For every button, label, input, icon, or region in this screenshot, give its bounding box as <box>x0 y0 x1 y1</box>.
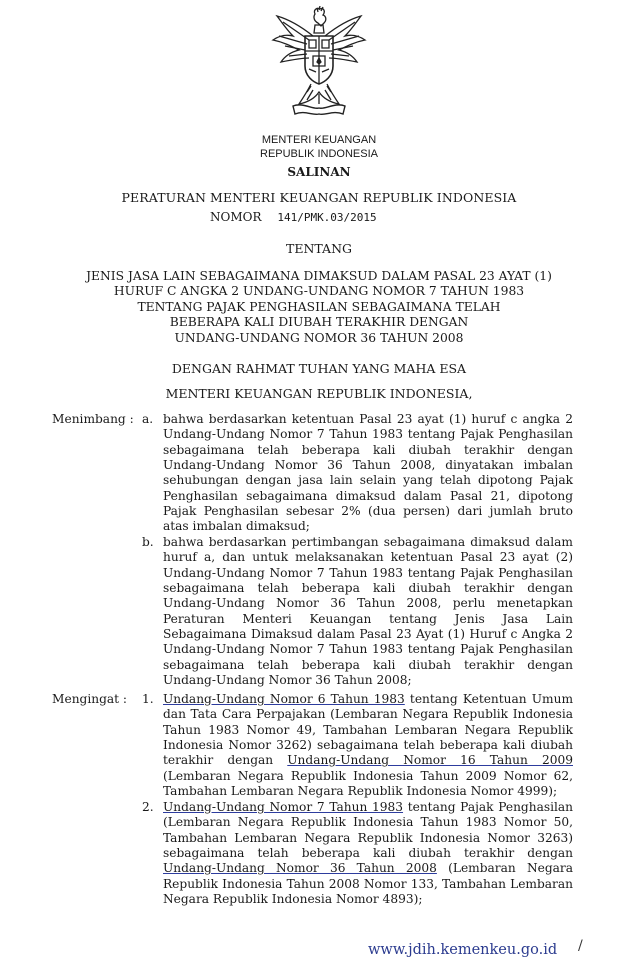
menimbang-clause-b: bahwa berdasarkan pertimbangan sebagaimana dimaksud dalam huruf a, dan untuk melaksanakan ketentuan Pasal 23 ayat (2) Undang-Undang Nomor 7 Tahun 1983 tentang Pajak Penghasilan sebagaimana telah beberapa kali diubah terakhir dengan Undang-Undang Nomor 36 Tahun 2008, perlu menetapkan Peraturan Menteri Keuangan tentang Jenis Jasa Lain Sebagaimana Dimaksud dalam Pasal 23 Ayat (1) Huruf c Angka 2 Undang-Undang Nomor 7 Tahun 1983 tentang Pajak Penghasilan sebagaimana telah beberapa kali diubah terakhir dengan Undang-Undang Nomor 36 Tahun 2008; <box>163 535 573 688</box>
clause-text: tentang Pajak Penghasilan (Lembaran Negara Republik Indonesia Tahun 1983 Nomor 50, Tambahan Lembaran Negara Republik Indonesia Nomor 3263) sebagaimana telah beberapa kali diubah terakhir dengan <box>163 800 574 861</box>
garuda-emblem-icon <box>269 6 369 118</box>
mengingat-clause-1 <box>163 692 573 799</box>
minister-line-1: MENTERI KEUANGAN <box>261 134 377 146</box>
source-url-link[interactable]: www.jdih.kemenkeu.go.id <box>368 942 558 958</box>
page-mark: / <box>578 938 583 954</box>
clause-text: tentang Ketentuan Umum dan Tata Cara Perpajakan (Lembaran Negara Republik Indonesia Tahun 1983 Nomor 49, Tambahan Lembaran Negara Republik Indonesia Nomor 3262) sebagaimana telah beberapa kali diubah terakhir dengan <box>163 692 573 768</box>
clause-marker: 2. <box>142 800 154 814</box>
menteri-line: MENTERI KEUANGAN REPUBLIK INDONESIA, <box>165 386 473 401</box>
regulation-title: PERATURAN MENTERI KEUANGAN REPUBLIK INDONESIA <box>121 190 517 205</box>
regulation-number <box>210 210 377 224</box>
mengingat-clause-2 <box>163 800 573 907</box>
minister-heading <box>0 133 638 161</box>
menimbang-clause-a: bahwa berdasarkan ketentuan Pasal 23 ayat (1) huruf c angka 2 Undang-Undang Nomor 7 Tahun 1983 tentang Pajak Penghasilan sebagaimana telah beberapa kali diubah terakhir dengan Undang-Undang Nomor 36 Tahun 2008, dinyatakan imbalan sehubungan dengan jasa lain selain yang telah dipotong Pajak Penghasilan sebagaimana dimaksud dalam Pasal 21, dipotong Pajak Penghasilan sebesar 2% (dua persen) dari jumlah bruto atas imbalan dimaksud; <box>163 412 573 534</box>
rahmat-line: DENGAN RAHMAT TUHAN YANG MAHA ESA <box>171 361 467 376</box>
menimbang-label: Menimbang : <box>52 412 134 426</box>
clause-marker: a. <box>142 412 154 426</box>
subject-line: TENTANG PAJAK PENGHASILAN SEBAGAIMANA TELAH <box>137 299 501 314</box>
clause-marker: b. <box>142 535 154 549</box>
clause-text: (Lembaran Negara Republik Indonesia Tahun 2008 Nomor 133, Tambahan Lembaran Negara Republik Indonesia Nomor 4893); <box>163 861 573 907</box>
salinan-label: SALINAN <box>287 165 351 179</box>
law-link[interactable]: Undang-Undang Nomor 36 Tahun 2008 <box>163 861 437 876</box>
minister-line-2: REPUBLIK INDONESIA <box>260 148 378 160</box>
nomor-value: 141/PMK.03/2015 <box>277 211 377 224</box>
law-link[interactable]: Undang-Undang Nomor 7 Tahun 1983 <box>163 800 404 814</box>
regulation-subject <box>60 269 578 346</box>
tentang-label: TENTANG <box>285 241 352 256</box>
mengingat-label: Mengingat : <box>52 692 128 706</box>
nomor-label: NOMOR <box>210 210 262 224</box>
clause-text: (Lembaran Negara Republik Indonesia Tahun 2009 Nomor 62, Tambahan Lembaran Negara Republik Indonesia Nomor 4999); <box>163 768 573 799</box>
law-link[interactable]: Undang-Undang Nomor 16 Tahun 2009 <box>287 753 573 768</box>
law-link[interactable]: Undang-Undang Nomor 6 Tahun 1983 <box>163 692 405 706</box>
subject-line: BEBERAPA KALI DIUBAH TERAKHIR DENGAN <box>169 315 469 330</box>
subject-line: JENIS JASA LAIN SEBAGAIMANA DIMAKSUD DALAM PASAL 23 AYAT (1) <box>86 269 552 283</box>
subject-line: UNDANG-UNDANG NOMOR 36 TAHUN 2008 <box>174 330 464 345</box>
subject-line: HURUF C ANGKA 2 UNDANG-UNDANG NOMOR 7 TAHUN 1983 <box>113 284 525 299</box>
clause-marker: 1. <box>142 692 154 706</box>
